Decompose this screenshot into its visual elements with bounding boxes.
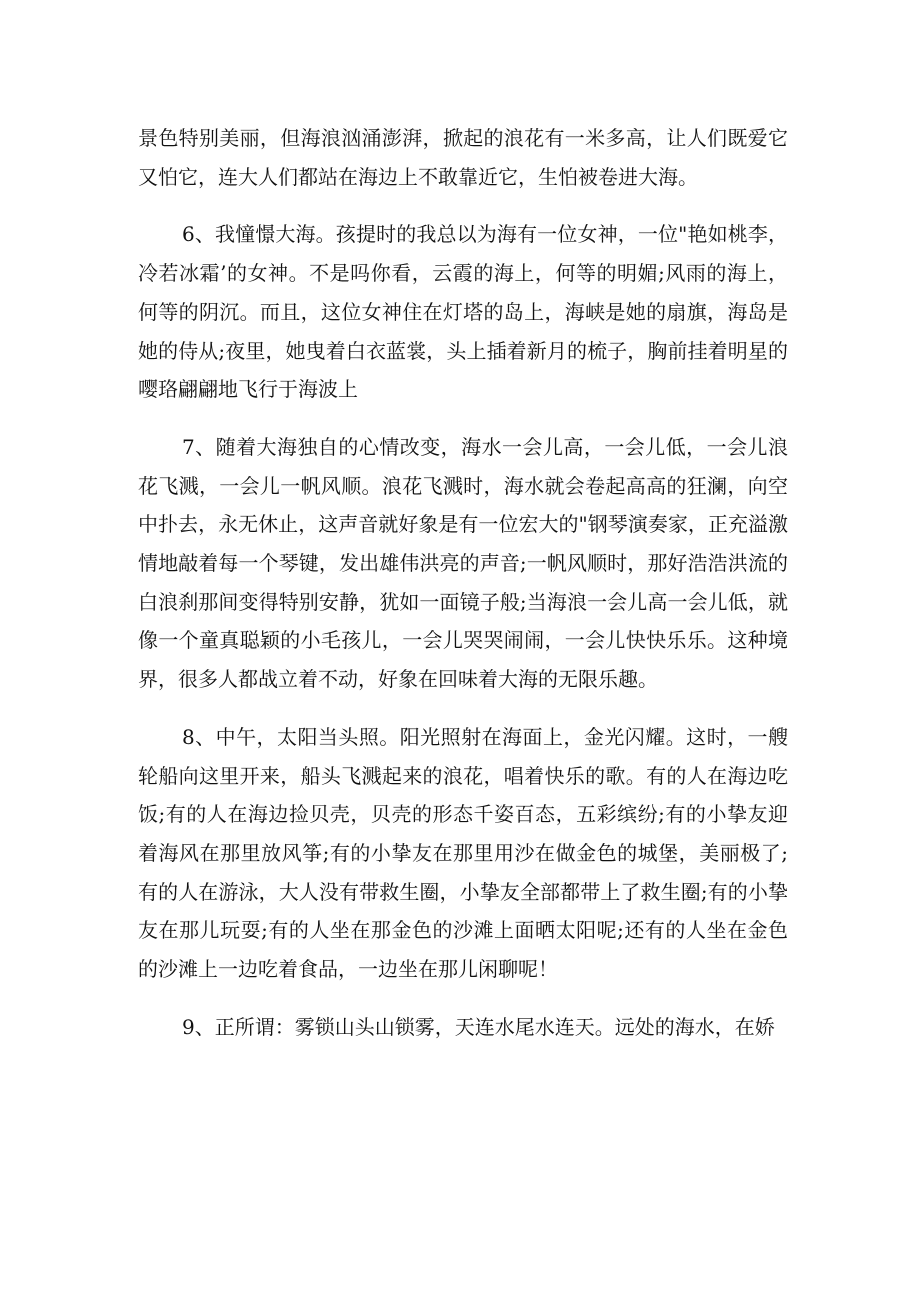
paragraph-8: 8、中午，太阳当头照。阳光照射在海面上，金光闪耀。这时，一艘轮船向这里开来，船头飞溅起来的浪花，唱着快乐的歌。有的人在海边吃饭;有的人在海边捡贝壳，贝壳的形态千姿百态，五彩缤纷;有的小挚友迎着海风在那里放风筝;有的小挚友在那里用沙在做金色的城堡，美丽极了;有的人在游泳，大人没有带救生圈，小挚友全部都带上了救生圈;有的小挚友在那儿玩耍;有的人坐在那金色的沙滩上面晒太阳呢;还有的人坐在金色的沙滩上一边吃着食品，一边坐在那儿闲聊呢！: [138, 724, 788, 982]
paragraph-9-start: 9、正所谓：雾锁山头山锁雾，天连水尾水连天。远处的海水，在娇: [182, 1014, 775, 1039]
paragraph-5-continuation: 景色特别美丽，但海浪汹涌澎湃，掀起的浪花有一米多高，让人们既爱它又怕它，连大人们都站在海边上不敢靠近它，生怕被卷进大海。: [138, 126, 788, 189]
paragraph-7: 7、随着大海独自的心情改变，海水一会儿高，一会儿低，一会儿浪花飞溅，一会儿一帆风顺。浪花飞溅时，海水就会卷起高高的狂澜，向空中扑去，永无休止，这声音就好象是有一位宏大的"钢琴演奏家，正充溢激情地敲着每一个琴键，发出雄伟洪亮的声音;一帆风顺时，那好浩浩洪流的白浪刹那间变得特别安静，犹如一面镜子般;当海浪一会儿高一会儿低，就像一个童真聪颖的小毛孩儿，一会儿哭哭闹闹，一会儿快快乐乐。这种境界，很多人都战立着不动，好象在回味着大海的无限乐趣。: [138, 434, 788, 692]
paragraph-6: 6、我憧憬大海。孩提时的我总以为海有一位女神，一位"艳如桃李，冷若冰霜’的女神。不是吗你看，云霞的海上，何等的明媚;风雨的海上，何等的阴沉。而且，这位女神住在灯塔的岛上，海峡是她的扇旗，海岛是她的侍从;夜里，她曳着白衣蓝裳，头上插着新月的梳子，胸前挂着明星的嘤珞翩翩地飞行于海波上: [138, 222, 788, 402]
document-body: [138, 119, 788, 1065]
